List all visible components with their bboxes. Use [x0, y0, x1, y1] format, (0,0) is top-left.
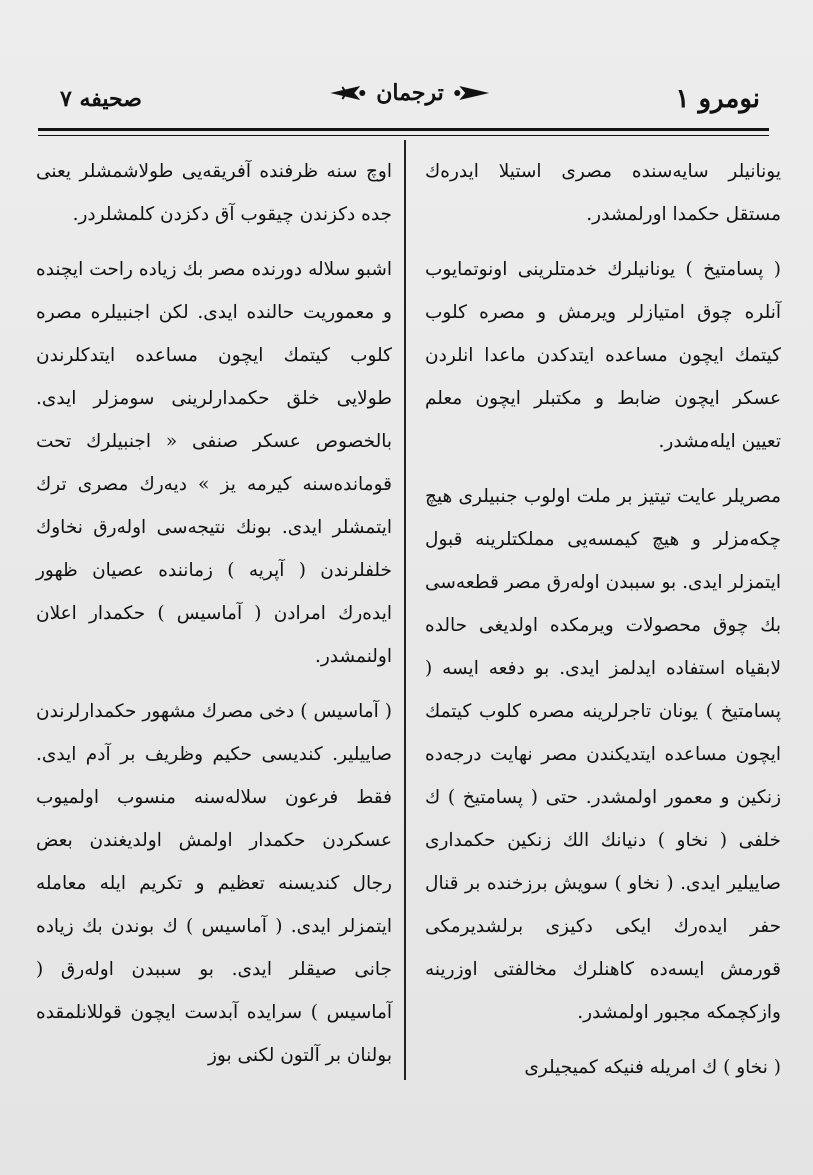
- right-column: [425, 150, 781, 1089]
- page-header: [60, 72, 760, 124]
- page-number: صحيفه ۷: [60, 86, 142, 112]
- newspaper-title: ترجمان: [376, 80, 444, 106]
- paragraph: مصريلر عايت تيتيز بر ملت اولوب جنبيلرى هيچ چكه‌مزلر و هيچ كيمسه‌يى مملكتلرينه قبول ايتمزلر ايدى. بو سببدن اوله‌رق مصر قطعه‌سى بك چوق محصولات ويرمكده اولديغى حالده لابقياه استفاده ايدلمز ايدى. بو دفعه ايسه ( پسامتيخ ) يونان تاجرلرينه مصره كلوب كيتمك ايچون مساعده ايتديكندن مصر نهايت درجه‌ده زنكين و معمور اولمشدر. حتى ( پسامتيخ ) ك خلفى ( نخاو ) دنيانك الك زنكين حكمدارى صاييلير ايدى. ( نخاو ) سويش برزخنده بر قنال حفر ايده‌رك ايكى دكيزى برلشديرمكى قورمش ايسه‌ده كاهنلرك مخالفتى اوزرينه وازكچمكه مجبور اولمشدر.: [425, 486, 781, 1023]
- paragraph: ( نخاو ) ك امريله فنيكه كميجيلرى: [524, 1057, 781, 1078]
- header-rule: [38, 128, 769, 131]
- masthead: [328, 80, 491, 106]
- ornament-right-icon: [454, 82, 492, 104]
- paragraph: يونانيلر سايه‌سنده مصرى استيلا ايدرەك مستقل حكمدا اورلمشدر.: [425, 161, 781, 225]
- column-divider: [404, 140, 406, 1080]
- paragraph: ( آماسيس ) دخى مصرك مشهور حكمدارلرندن صاييلير. كنديسى حكيم وظريف بر آدم ايدى. فقط فرعون سلاله‌سنه منسوب اولميوب عسكردن حكمدار اولمش اولديغندن بعض رجال كنديسنه تعظيم و تكريم ايله معامله ايتمزلر ايدى. ( آماسيس ) ك بوندن بك زياده جانى صيقلر ايدى. بو سببدن اوله‌رق ( آماسيس ) سرايده آبدست ايچون قوللانلمقده بولنان بر آلتون لكنى بوز: [36, 701, 392, 1066]
- left-column: [36, 150, 392, 1077]
- issue-number: نومرو ۱: [675, 84, 760, 114]
- ornament-left-icon: [328, 82, 366, 104]
- paragraph: ( پسامتيخ ) يونانيلرك خدمتلرينى اونوتمايوب آنلره چوق امتيازلر ويرمش و مصره كلوب كيتمك ايچون مساعده ايتدكدن ماعدا انلردن عسكر ايچون ضابط و مكتبلر ايچون معلم تعيين ايلەمشدر.: [425, 259, 781, 452]
- header-rule-thin: [38, 135, 769, 136]
- paragraph: اوچ سنه ظرفنده آفريقه‌يى طولاشمشلر يعنى جده دكزندن چيقوب آق دكزدن كلمشلردر.: [36, 161, 392, 225]
- paragraph: اشبو سلاله دورنده مصر بك زياده راحت ايچنده و معموريت حالنده ايدى. لكن اجنبيلره مصره كلوب كيتمك ايچون مساعده ايتدكلرندن طولايى خلق حكمدارلرينى سومزلر ايدى. بالخصوص عسكر صنفى « اجنبيلرك تحت قوماندەسنه كيرمه يز » ديه‌رك مصرى ترك ايتمشلر ايدى. بونك نتيجه‌سى اوله‌رق نخاوك خلفلرندن ( آپريه ) زماننده عصيان ظهور ايده‌رك امرادن ( آماسيس ) حكمدار اعلان اولنمشدر.: [36, 259, 392, 667]
